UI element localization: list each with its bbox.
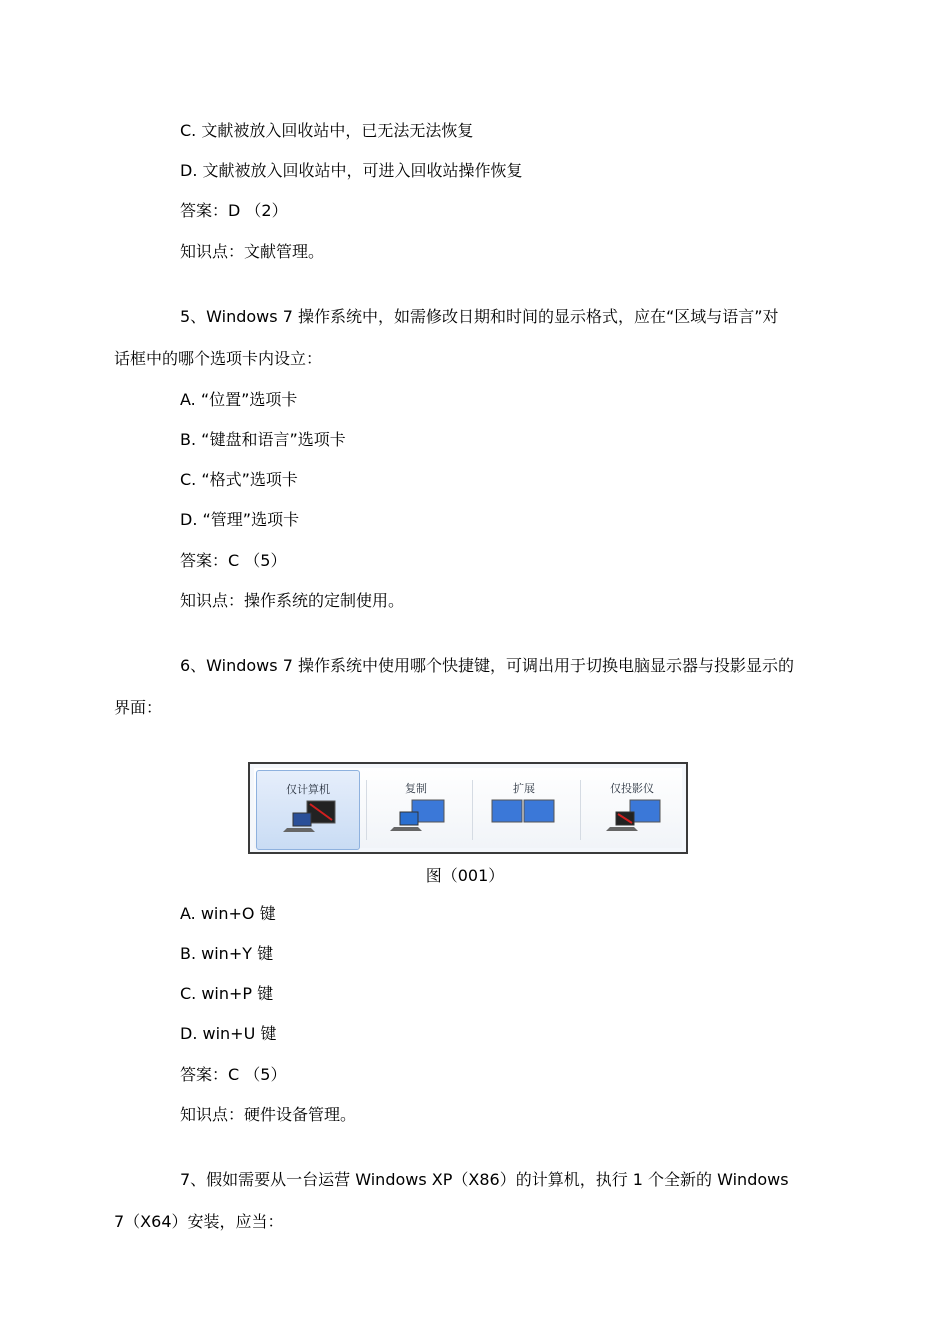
option-extend[interactable] [472, 770, 576, 850]
option-c-prev: C. 文献被放入回收站中，已无法无法恢复 [180, 121, 474, 140]
option-computer-only[interactable] [256, 770, 360, 850]
duplicate-icon [364, 796, 468, 846]
q5-answer: 答案：C （5） [180, 551, 287, 570]
q6-knowledge: 知识点：硬件设备管理。 [180, 1105, 357, 1124]
q5-option-c: C. “格式”选项卡 [180, 470, 298, 489]
question-5-line-1: 5、Windows 7 操作系统中，如需修改日期和时间的显示格式，应在“区域与语言”对 [180, 307, 779, 326]
option-duplicate[interactable] [364, 770, 468, 850]
question-5-line-2: 话框中的哪个选项卡内设立： [114, 349, 323, 368]
q6-answer: 答案：C （5） [180, 1065, 287, 1084]
q5-knowledge: 知识点：操作系统的定制使用。 [180, 591, 405, 610]
q6-option-b: B. win+Y 键 [180, 944, 274, 963]
q6-option-a: A. win+O 键 [180, 904, 276, 923]
extend-icon [472, 796, 576, 846]
answer-prev: 答案：D （2） [180, 201, 288, 220]
option-projector-only[interactable] [580, 770, 684, 850]
computer-only-icon [257, 797, 361, 847]
option-label: 扩展 [513, 782, 535, 795]
projector-only-icon [580, 796, 684, 846]
option-label: 仅计算机 [286, 783, 330, 796]
q5-option-b: B. “键盘和语言”选项卡 [180, 430, 346, 449]
q5-option-d: D. “管理”选项卡 [180, 510, 300, 529]
q5-option-a: A. “位置”选项卡 [180, 390, 298, 409]
option-label: 仅投影仪 [610, 782, 654, 795]
question-6-line-1: 6、Windows 7 操作系统中使用哪个快捷键，可调出用于切换电脑显示器与投影显示的 [180, 656, 794, 675]
question-7-line-1: 7、假如需要从一台运营 Windows XP（X86）的计算机，执行 1 个全新的 Windows [180, 1170, 789, 1189]
figure-caption: 图（001） [425, 866, 505, 885]
q6-option-d: D. win+U 键 [180, 1024, 277, 1043]
projector-switch-figure [248, 762, 688, 854]
question-6-line-2: 界面： [114, 698, 163, 717]
knowledge-prev: 知识点：文献管理。 [180, 242, 325, 261]
option-d-prev: D. 文献被放入回收站中，可进入回收站操作恢复 [180, 161, 523, 180]
q6-option-c: C. win+P 键 [180, 984, 274, 1003]
question-7-line-2: 7（X64）安装，应当： [114, 1212, 284, 1231]
option-label: 复制 [405, 782, 427, 795]
